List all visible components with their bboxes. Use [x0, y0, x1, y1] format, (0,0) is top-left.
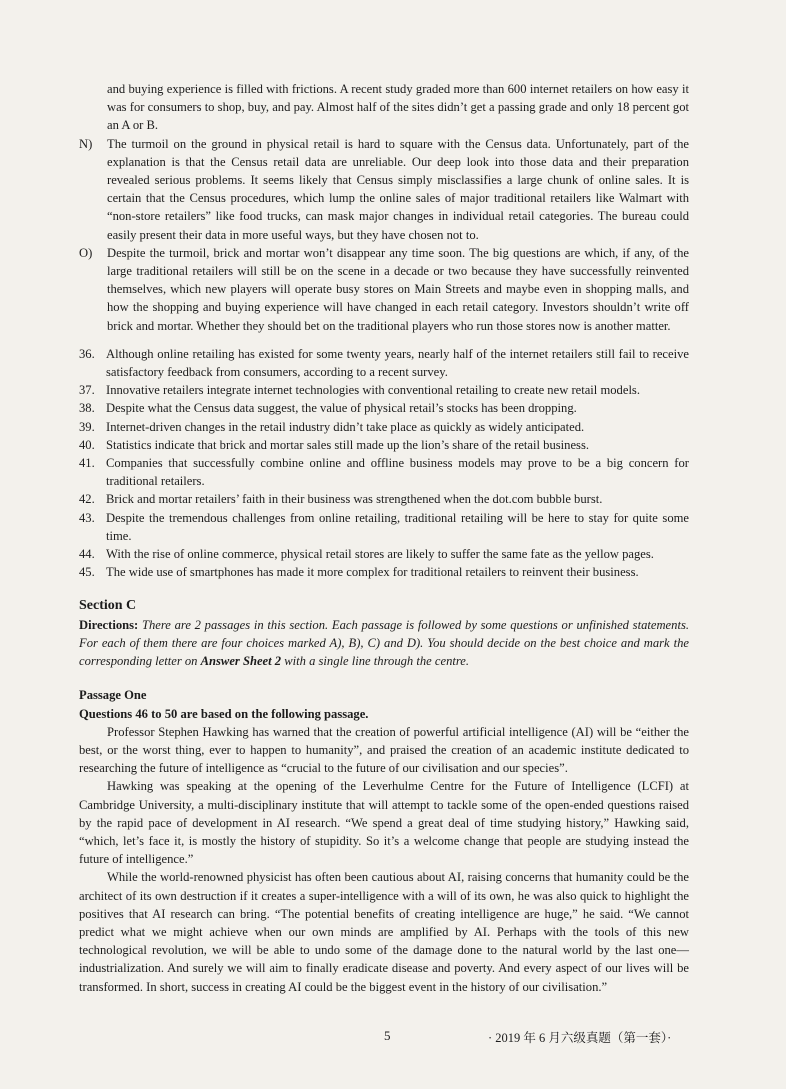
- passage-paragraph: Hawking was speaking at the opening of the Leverhulme Centre for the Future of Intelligence (LCFI) at Cambridge University, a multi-disciplinary institute that will attempt to tackle some of the open-ended questions raised by the rapid pace of development in AI research. “We spend a great deal of time studying history,” Hawking said, “which, let’s face it, is mostly the history of stupidity. So it’s a welcome change that people are studying instead the future of intelligence.”: [79, 779, 689, 867]
- question-item: [79, 490, 689, 508]
- question-text: Despite the tremendous challenges from online retailing, traditional retailing will be here to stay for quite some time.: [106, 510, 689, 543]
- question-number: 43.: [79, 510, 95, 525]
- paragraph-o: [79, 244, 689, 335]
- question-list: [79, 345, 689, 582]
- question-item: [79, 381, 689, 399]
- passage-paragraph: Professor Stephen Hawking has warned that the creation of powerful artificial intelligence (AI) will be “either the best, or the worst thing, ever to happen to humanity”, and praised the creation of an academic institute dedicated to researching the future of intelligence as “crucial to the future of our civilisation and our species”.: [79, 724, 689, 776]
- question-item: [79, 545, 689, 563]
- paragraph-label: O): [79, 245, 93, 260]
- answer-sheet-label: Answer Sheet 2: [200, 654, 282, 669]
- question-text: Although online retailing has existed for some twenty years, nearly half of the internet retailers still fail to receive satisfactory feedback from consumers, according to a recent survey.: [106, 346, 689, 380]
- question-number: 37.: [79, 383, 95, 398]
- passage-continuation: and buying experience is filled with frictions. A recent study graded more than 600 internet retailers on how easy it was for consumers to shop, buy, and pay. Almost half of the sites didn’t get a passing grade and only 18 percent got an A or B.: [107, 82, 689, 133]
- question-number: 42.: [79, 492, 95, 507]
- directions-text-end: with a single line through the centre.: [281, 654, 470, 669]
- question-text: Innovative retailers integrate internet technologies with conventional retailing to create new retail models.: [106, 383, 640, 398]
- paragraph-label: N): [79, 136, 93, 151]
- directions-label: Directions:: [79, 617, 139, 632]
- passage-paragraph: While the world-renowned physicist has often been cautious about AI, raising concerns that humanity could be the architect of its own destruction if it creates a super-intelligence with a will of its own, he was also quick to highlight the positives that AI research can bring. “The potential benefits of creating intelligence are huge,” he said. “We cannot predict what we might achieve when our own minds are amplified by AI. Perhaps with the tools of this new technological revolution, we will be able to undo some of the damage done to the natural world by the last one—industrialization. And surely we will aim to finally eradicate disease and poverty. And every aspect of our lives will be transformed. In short, success in creating AI could be the biggest event in the history of our civilisation.”: [79, 870, 689, 994]
- question-text: Brick and mortar retailers’ faith in their business was strengthened when the dot.com bubble burst.: [106, 492, 603, 507]
- question-number: 38.: [79, 401, 95, 416]
- question-item: [79, 563, 689, 581]
- question-number: 36.: [79, 346, 95, 361]
- question-item: [79, 436, 689, 454]
- question-item: [79, 509, 689, 545]
- exam-title: · 2019 年 6 月六级真题（第一套）·: [488, 1031, 672, 1045]
- question-number: 41.: [79, 456, 95, 471]
- paragraph-text: The turmoil on the ground in physical retail is hard to square with the Census data. Unfortunately, part of the explanation is that the Census retail data are unreliable. Our deep look into those data and their preparation revealed serious problems. It seems likely that Census simply misclassifies a large chunk of online sales. It is certain that the Census procedures, which lump the online sales of major traditional retailers like Walmart with “non-store retailers” like food trucks, can mask major changes in individual retail categories. The bureau could easily present their data in more useful ways, but they have chosen not to.: [107, 136, 689, 242]
- question-number: 45.: [79, 565, 95, 580]
- question-text: Despite what the Census data suggest, the value of physical retail’s stocks has been dropping.: [106, 401, 577, 416]
- question-item: [79, 345, 689, 381]
- paragraph-text: Despite the turmoil, brick and mortar won’t disappear any time soon. The big questions are which, if any, of the large traditional retailers will still be on the scene in a decade or two because they have successfully reinvented themselves, which new players will operate busy stores on Main Streets and maybe even in shopping malls, and how the shopping and buying experience will have changed in each retail category. Investors shouldn’t write off brick and mortar. Whether they should bet on the traditional players who run those stores now is another matter.: [107, 245, 689, 333]
- question-text: Statistics indicate that brick and mortar sales still made up the lion’s share of the retail business.: [106, 437, 589, 452]
- paragraph-n: [79, 135, 689, 244]
- question-text: The wide use of smartphones has made it more complex for traditional retailers to reinvent their business.: [106, 565, 639, 580]
- section-title: Section C: [79, 598, 137, 614]
- passage-subtitle: Questions 46 to 50 are based on the following passage.: [79, 706, 369, 721]
- question-item: [79, 454, 689, 490]
- question-number: 44.: [79, 547, 95, 562]
- section-directions: [79, 616, 689, 671]
- question-text: Internet-driven changes in the retail industry didn’t take place as quickly as widely anticipated.: [106, 419, 585, 434]
- question-text: With the rise of online commerce, physical retail stores are likely to suffer the same fate as the yellow pages.: [106, 547, 654, 562]
- question-number: 39.: [79, 419, 95, 434]
- question-number: 40.: [79, 437, 95, 452]
- passage-title: Passage One: [79, 688, 147, 703]
- question-item: [79, 399, 689, 417]
- page-content: [79, 80, 689, 996]
- question-item: [79, 418, 689, 436]
- question-text: Companies that successfully combine online and offline business models may prove to be a big concern for traditional retailers.: [106, 456, 689, 489]
- page-number: 5: [384, 1028, 391, 1043]
- directions-text: There are 2 passages in this section. Each passage is followed by some questions or unfinished statements. For each of them there are four choices marked A), B), C) and D). You should decide on the best choice and mark the corresponding letter on: [79, 617, 689, 669]
